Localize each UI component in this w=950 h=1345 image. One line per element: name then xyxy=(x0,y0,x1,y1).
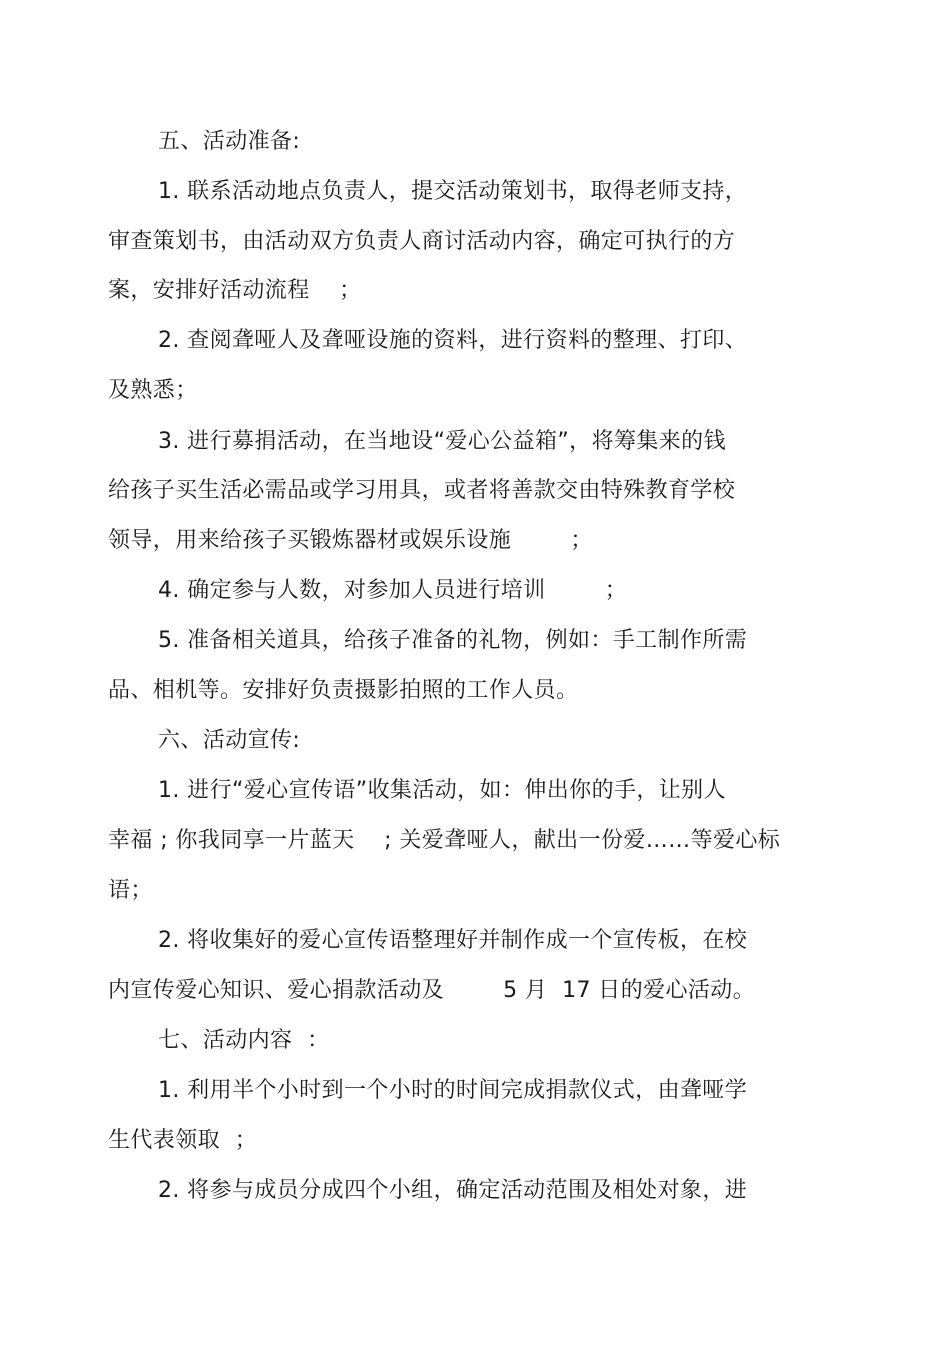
paragraph-line: 幸福 ; 你我同享一片蓝天 ; 关爱聋哑人，献出一份爱……等爱心标 xyxy=(108,828,781,853)
paragraph-line: 品、相机等。安排好负责摄影拍照的工作人员。 xyxy=(108,678,579,703)
section-heading-content: 七、活动内容 ： xyxy=(158,1028,330,1053)
section-heading-preparation: 五、活动准备: xyxy=(158,129,301,154)
paragraph-line: 3. 进行募捐活动，在当地设“爱心公益箱”，将筹集来的钱 xyxy=(158,429,726,454)
paragraph-line: 审查策划书，由活动双方负责人商讨活动内容，确定可执行的方 xyxy=(108,229,736,254)
paragraph-line: 给孩子买生活必需品或学习用具，或者将善款交由特殊教育学校 xyxy=(108,478,736,503)
paragraph-line: 1. 进行“爱心宣传语”收集活动，如：伸出你的手，让别人 xyxy=(158,778,726,803)
paragraph-line: 1. 利用半个小时到一个小时的时间完成捐款仪式，由聋哑学 xyxy=(158,1078,748,1103)
paragraph-line: 2. 查阅聋哑人及聋哑设施的资料，进行资料的整理、打印、 xyxy=(158,328,748,353)
paragraph-line: 2. 将参与成员分成四个小组，确定活动范围及相处对象，进 xyxy=(158,1178,748,1203)
paragraph-line: 语； xyxy=(108,878,153,903)
section-heading-publicity: 六、活动宣传: xyxy=(158,728,301,753)
paragraph-line: 4. 确定参与人数，对参加人员进行培训 ； xyxy=(158,578,628,603)
paragraph-line: 2. 将收集好的爱心宣传语整理好并制作成一个宣传板，在校 xyxy=(158,928,748,953)
paragraph-line: 及熟悉； xyxy=(108,378,198,403)
paragraph-line: 1. 联系活动地点负责人，提交活动策划书，取得老师支持， xyxy=(158,179,748,204)
paragraph-line: 5. 准备相关道具，给孩子准备的礼物，例如：手工制作所需 xyxy=(158,628,748,653)
paragraph-line: 领导，用来给孩子买锻炼器材或娱乐设施 ； xyxy=(108,528,593,553)
paragraph-line: 案，安排好活动流程 ； xyxy=(108,278,362,303)
paragraph-line: 内宣传爱心知识、爱心捐款活动及 5 月 17 日的爱心活动。 xyxy=(108,978,756,1003)
paragraph-line: 生代表领取 ； xyxy=(108,1128,258,1153)
